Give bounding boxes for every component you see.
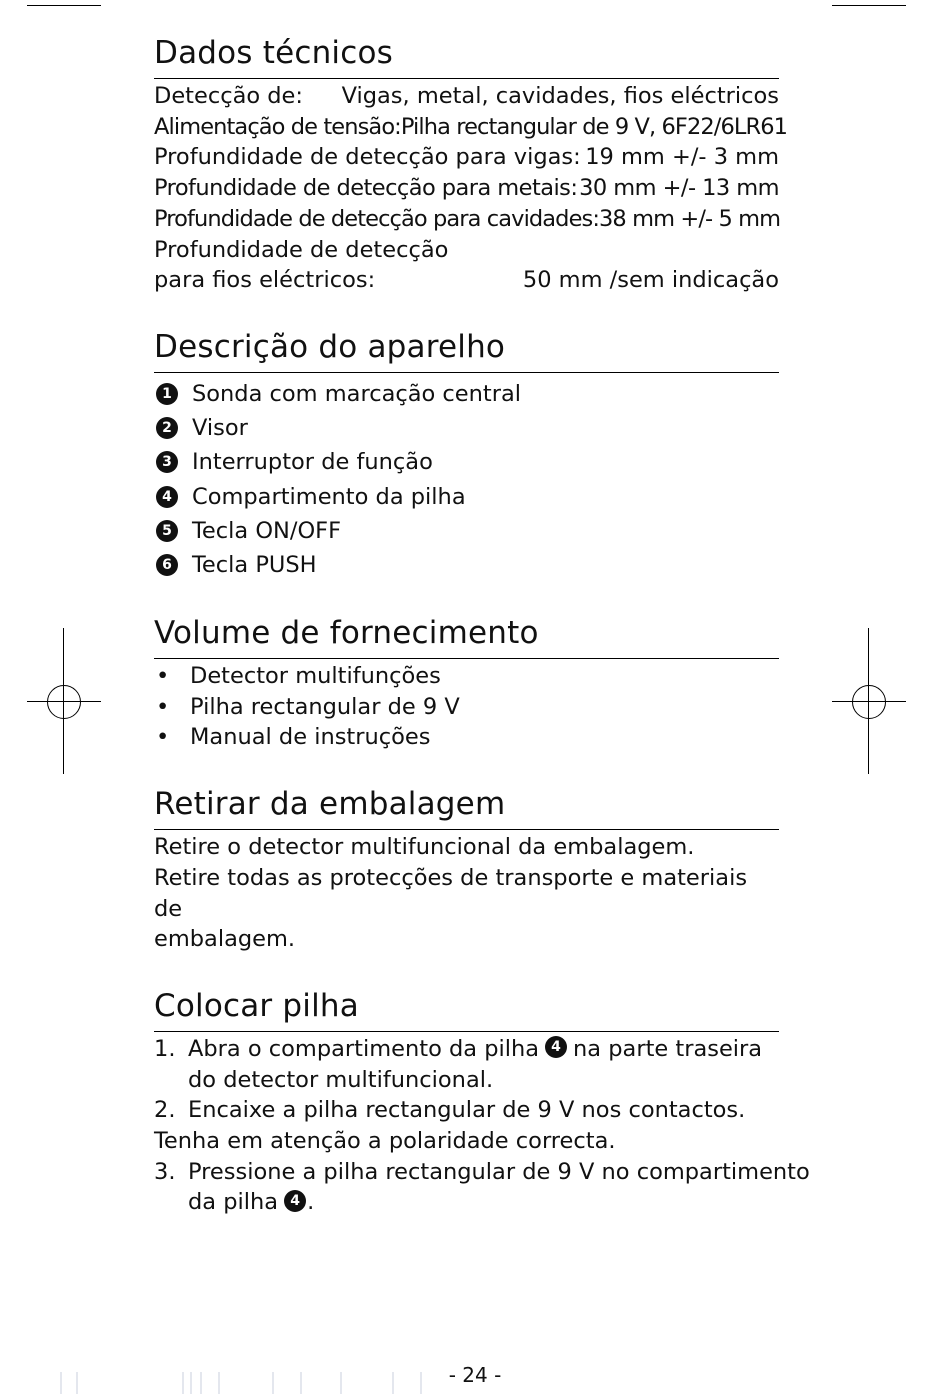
spec-row	[154, 112, 788, 143]
list-item	[154, 692, 779, 723]
section-volume-fornecimento	[154, 612, 779, 753]
print-bar	[392, 1372, 394, 1394]
list-item	[154, 514, 779, 548]
step-text	[188, 1034, 762, 1095]
list-item	[154, 1095, 779, 1126]
spec-value: 19 mm +/- 3 mm	[585, 144, 779, 171]
text-line: embalagem.	[154, 926, 296, 953]
list-item	[154, 548, 779, 582]
step-text-part: na parte traseira	[573, 1035, 763, 1062]
list-item-label: Manual de instruções	[190, 724, 431, 751]
spec-label: Profundidade de detecção	[154, 236, 449, 263]
spec-value: 50 mm /sem indicação	[522, 267, 779, 294]
print-bar	[190, 1372, 192, 1394]
list-item	[154, 377, 779, 411]
spec-row	[154, 81, 779, 112]
number-badge-icon: 2	[156, 417, 178, 439]
spec-label: Profundidade de detecção para cavidades:	[154, 205, 600, 232]
list-item-label: Detector multifunções	[190, 663, 441, 690]
print-bar	[60, 1372, 62, 1394]
text-line: Retire o detector multifuncional da embalagem.	[154, 834, 695, 861]
spec-value: Vigas, metal, cavidades, fios eléctricos	[341, 83, 779, 109]
number-badge-icon: 4	[284, 1190, 306, 1212]
list-item	[154, 411, 779, 445]
bullet-list	[154, 661, 779, 753]
bullet-icon: •	[156, 724, 170, 751]
step-number: 1.	[154, 1035, 176, 1062]
list-item-label: Tecla PUSH	[192, 551, 317, 578]
section-title: Descrição do aparelho	[154, 326, 779, 373]
print-bar	[182, 1372, 184, 1394]
spec-label: Detecção de:	[154, 83, 303, 109]
step-text-part: do detector multifuncional.	[188, 1066, 494, 1093]
print-bar	[300, 1372, 302, 1394]
spec-row	[154, 142, 779, 173]
section-descricao-aparelho	[154, 326, 779, 582]
number-badge-icon: 4	[156, 486, 178, 508]
list-item	[154, 1034, 779, 1095]
bullet-icon: •	[156, 693, 170, 720]
step-text-part: .	[307, 1189, 315, 1216]
spec-value: Pilha rectangular de 9 V, 6F22/6LR61	[400, 113, 788, 140]
print-bar	[340, 1372, 342, 1394]
list-item	[154, 445, 779, 479]
list-item-label: Interruptor de função	[192, 449, 433, 476]
step-number: 2.	[154, 1097, 176, 1124]
spec-label: Profundidade de detecção para metais:	[154, 175, 578, 202]
section-dados-tecnicos	[154, 32, 788, 296]
parts-list	[154, 377, 779, 582]
spec-value: 38 mm +/- 5 mm	[599, 205, 781, 232]
registration-circle-right	[852, 685, 886, 719]
list-item-label: Visor	[192, 415, 248, 442]
list-item-label: Compartimento da pilha	[192, 483, 466, 510]
list-item	[154, 1157, 810, 1218]
print-bar	[200, 1372, 202, 1394]
step-text-part: Pressione a pilha rectangular de 9 V no compartimento	[188, 1158, 810, 1185]
section-colocar-pilha	[154, 985, 810, 1218]
spec-row	[154, 265, 779, 296]
step-text-part: da pilha	[188, 1189, 279, 1216]
print-marks	[0, 1372, 950, 1394]
bullet-icon: •	[156, 663, 170, 690]
text-line: Retire todas as protecções de transporte e materiais de	[154, 864, 748, 922]
crop-mark-top-right	[832, 5, 906, 6]
spec-label: Profundidade de detecção para vigas:	[154, 144, 581, 171]
step-text: Tenha em atenção a polaridade correcta.	[154, 1128, 616, 1155]
section-title: Volume de fornecimento	[154, 612, 779, 659]
print-bar	[272, 1372, 274, 1394]
step-text	[188, 1157, 810, 1218]
section-title: Dados técnicos	[154, 32, 779, 79]
print-bar	[76, 1372, 78, 1394]
step-number: 3.	[154, 1158, 176, 1185]
number-badge-icon: 1	[156, 383, 178, 405]
print-bar	[420, 1372, 422, 1394]
spec-table	[154, 81, 788, 296]
spec-label: para fios eléctricos:	[154, 267, 376, 294]
number-badge-icon: 6	[156, 554, 178, 576]
list-item-label: Pilha rectangular de 9 V	[190, 693, 460, 720]
steps-list	[154, 1034, 810, 1218]
list-item	[154, 661, 779, 692]
crop-mark-top-left	[27, 5, 101, 6]
note-line	[154, 1126, 779, 1157]
list-item	[154, 722, 779, 753]
list-item-label: Sonda com marcação central	[192, 381, 522, 408]
number-badge-icon: 4	[545, 1036, 567, 1058]
section-retirar-embalagem	[154, 783, 779, 955]
page-content	[154, 32, 810, 1248]
paragraph	[154, 832, 779, 955]
registration-circle-left	[47, 685, 81, 719]
number-badge-icon: 5	[156, 520, 178, 542]
list-item-label: Tecla ON/OFF	[192, 517, 342, 544]
spec-row	[154, 235, 779, 266]
section-title: Retirar da embalagem	[154, 783, 779, 830]
number-badge-icon: 3	[156, 451, 178, 473]
section-title: Colocar pilha	[154, 985, 779, 1032]
step-text: Encaixe a pilha rectangular de 9 V nos contactos.	[188, 1097, 746, 1124]
spec-row	[154, 173, 779, 204]
print-bar	[218, 1372, 220, 1394]
page-number: - 24 -	[448, 1363, 502, 1387]
spec-row	[154, 204, 779, 235]
step-text-part: Abra o compartimento da pilha	[188, 1035, 540, 1062]
list-item	[154, 479, 779, 513]
spec-value: 30 mm +/- 13 mm	[579, 175, 779, 202]
spec-label: Alimentação de tensão:	[154, 113, 401, 140]
